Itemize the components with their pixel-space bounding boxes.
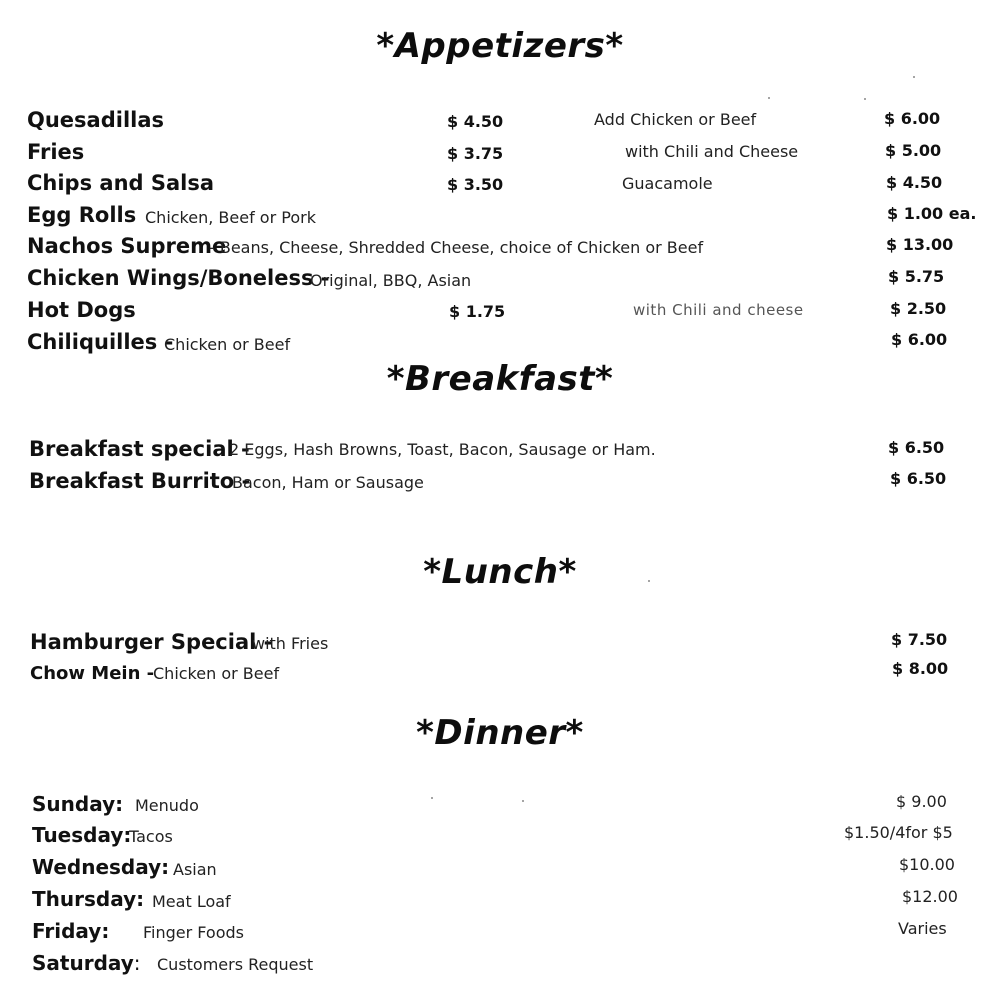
item-addon: with Chili and Cheese (625, 142, 799, 161)
item-desc: Chicken or Beef (164, 335, 291, 354)
breakfast-heading: *Breakfast* (386, 359, 614, 399)
item-desc: Bacon, Ham or Sausage (232, 473, 424, 492)
dinner-price: $ 9.00 (896, 792, 947, 811)
scan-speck (864, 98, 866, 100)
item-addon-price: $ 2.50 (890, 299, 947, 318)
dinner-dish: Finger Foods (143, 923, 244, 942)
dinner-dish: Asian (173, 860, 217, 879)
day-label-colon: : (133, 951, 141, 975)
dinner-dish: Menudo (135, 796, 199, 815)
item-name: Breakfast Burrito - (29, 469, 251, 493)
menu-item-fries (0, 140, 1000, 170)
dinner-tuesday (0, 823, 1000, 853)
item-desc: with Fries (252, 634, 329, 653)
item-addon-price: $ 6.00 (884, 109, 941, 128)
item-addon-price: $ 4.50 (886, 173, 943, 192)
scan-speck (431, 797, 433, 799)
dinner-price: $12.00 (902, 887, 958, 906)
menu-item-egg-rolls (0, 203, 1000, 233)
item-desc: Original, BBQ, Asian (310, 271, 472, 290)
item-name: Hamburger Special - (30, 630, 273, 654)
item-price: $ 6.00 (891, 330, 948, 349)
item-name: Chiliquilles - (27, 330, 174, 354)
dinner-price: Varies (898, 919, 947, 938)
menu-item-quesadillas (0, 108, 1000, 138)
menu-item-breakfast-special (0, 437, 1000, 467)
menu-item-chow-mein (0, 661, 1000, 691)
dinner-dish: Customers Request (157, 955, 314, 974)
dinner-saturday (0, 951, 1000, 981)
menu-item-breakfast-burrito (0, 469, 1000, 499)
item-price: $ 5.75 (888, 267, 945, 286)
day-label: Friday: (32, 919, 110, 943)
menu-item-hot-dogs (0, 298, 1000, 328)
dinner-thursday (0, 887, 1000, 917)
dinner-heading: *Dinner* (416, 713, 584, 753)
item-price: $ 1.00 ea. (887, 204, 977, 223)
menu-item-chips-and-salsa (0, 171, 1000, 201)
item-name: Breakfast special - (29, 437, 250, 461)
item-desc: - Beans, Cheese, Shredded Cheese, choice of Chicken or Beef (209, 238, 704, 257)
item-addon: with Chili and cheese (633, 301, 804, 319)
item-name: Nachos Supreme (27, 234, 227, 258)
item-desc: 2 Eggs, Hash Browns, Toast, Bacon, Sausage or Ham. (229, 440, 656, 459)
scan-speck (913, 76, 915, 78)
menu-item-hamburger-special (0, 630, 1000, 660)
dinner-dish: Meat Loaf (152, 892, 231, 911)
item-price: $ 13.00 (886, 235, 954, 254)
day-label-text: Saturday (32, 951, 134, 975)
item-name: Egg Rolls (27, 203, 137, 227)
day-label: Thursday: (32, 887, 145, 911)
day-label: Tuesday: (32, 823, 132, 847)
scan-speck (648, 580, 650, 582)
item-name: Chips and Salsa (27, 171, 215, 195)
item-price: $ 4.50 (447, 112, 504, 131)
item-price: $ 7.50 (891, 630, 948, 649)
item-price: $ 1.75 (449, 302, 506, 321)
item-price: $ 3.75 (447, 144, 504, 163)
item-name: Fries (27, 140, 85, 164)
item-addon: Add Chicken or Beef (594, 110, 757, 129)
item-name: Chicken Wings/Boneless - (27, 266, 330, 290)
dinner-price: $10.00 (899, 855, 955, 874)
day-label: Wednesday: (32, 855, 170, 879)
menu-item-nachos-supreme (0, 234, 1000, 264)
item-name: Chow Mein - (30, 663, 155, 684)
item-addon-price: $ 5.00 (885, 141, 942, 160)
item-desc: Chicken or Beef (153, 664, 280, 683)
item-price: $ 3.50 (447, 175, 504, 194)
day-label: Sunday: (32, 792, 124, 816)
dinner-dish: Tacos (129, 827, 173, 846)
scan-speck (768, 97, 770, 99)
item-price: $ 6.50 (890, 469, 947, 488)
scan-speck (522, 800, 524, 802)
item-name: Hot Dogs (27, 298, 136, 322)
item-desc: Chicken, Beef or Pork (145, 208, 316, 227)
item-addon: Guacamole (622, 174, 713, 193)
dinner-price: $1.50/4for $5 (844, 823, 953, 842)
item-price: $ 8.00 (892, 659, 949, 678)
day-label (32, 951, 141, 975)
lunch-heading: *Lunch* (423, 552, 577, 592)
appetizers-heading: *Appetizers* (376, 26, 624, 66)
dinner-sunday (0, 792, 1000, 822)
item-price: $ 6.50 (888, 438, 945, 457)
dinner-wednesday (0, 855, 1000, 885)
menu-item-chicken-wings (0, 266, 1000, 296)
item-name: Quesadillas (27, 108, 165, 132)
dinner-friday (0, 919, 1000, 949)
menu-item-chiliquilles (0, 330, 1000, 360)
